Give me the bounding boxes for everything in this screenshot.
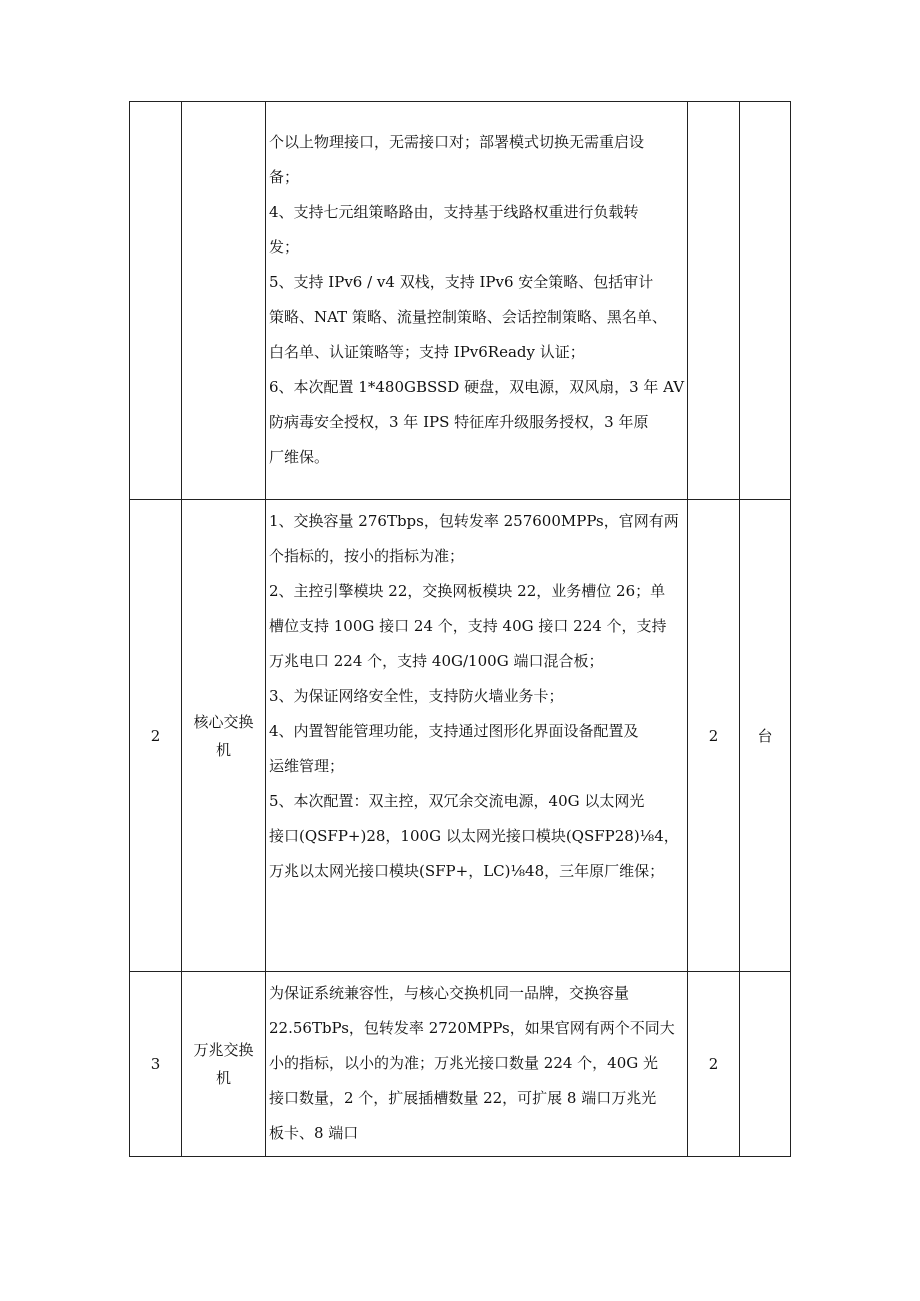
unit-cell bbox=[740, 972, 791, 1157]
unit-cell bbox=[740, 102, 791, 500]
item-name-line: 机 bbox=[215, 740, 231, 759]
name-cell bbox=[182, 500, 266, 972]
spec-line: 个以上物理接口，无需接口对；部署模式切换无需重启设 bbox=[269, 133, 645, 151]
index-text: 3 bbox=[150, 1055, 161, 1073]
spec-line: 防病毒安全授权，3 年 IPS 特征库升级服务授权，3 年原 bbox=[269, 413, 649, 431]
spec-line: 板卡、8 端口 bbox=[269, 1124, 359, 1142]
quantity-cell bbox=[688, 972, 740, 1157]
name-cell bbox=[182, 972, 266, 1157]
spec-line: 6、本次配置 1*480GBSSD 硬盘，双电源，双风扇，3 年 AV bbox=[269, 378, 685, 396]
spec-cell bbox=[266, 972, 688, 1157]
spec-line: 个指标的，按小的指标为准； bbox=[269, 547, 465, 565]
spec-line: 5、支持 IPv6 / v4 双栈，支持 IPv6 安全策略、包括审计 bbox=[269, 273, 654, 291]
spec-line: 4、支持七元组策略路由，支持基于线路权重进行负载转 bbox=[269, 203, 639, 221]
spec-line: 1、交换容量 276Tbps，包转发率 257600MPPs，官网有两 bbox=[269, 512, 679, 530]
spec-line: 槽位支持 100G 接口 24 个，支持 40G 接口 224 个，支持 bbox=[269, 617, 667, 635]
spec-line: 3、为保证网络安全性，支持防火墙业务卡； bbox=[269, 687, 564, 705]
table-row bbox=[130, 102, 791, 500]
spec-line: 接口数量，2 个，扩展插槽数量 22，可扩展 8 端口万兆光 bbox=[269, 1089, 657, 1107]
table-row bbox=[130, 972, 791, 1157]
unit-cell bbox=[740, 500, 791, 972]
spec-line: 2、主控引擎模块 22，交换网板模块 22，业务槽位 26；单 bbox=[269, 582, 666, 600]
name-cell bbox=[182, 102, 266, 500]
item-name-line: 机 bbox=[215, 1069, 231, 1087]
spec-table bbox=[129, 101, 791, 1157]
spec-line: 厂维保。 bbox=[269, 448, 330, 466]
spec-line: 策略、NAT 策略、流量控制策略、会话控制策略、黑名单、 bbox=[269, 308, 667, 326]
index-cell bbox=[130, 500, 182, 972]
table-row bbox=[130, 500, 791, 972]
quantity-text: 2 bbox=[708, 726, 719, 745]
unit-text: 台 bbox=[757, 726, 773, 745]
item-name-line: 核心交换 bbox=[193, 712, 254, 731]
spec-line: 运维管理； bbox=[269, 757, 345, 775]
spec-line: 22.56TbPs，包转发率 2720MPPs，如果官网有两个不同大 bbox=[269, 1019, 675, 1037]
index-text: 2 bbox=[150, 726, 161, 745]
quantity-cell bbox=[688, 500, 740, 972]
spec-cell bbox=[266, 102, 688, 500]
spec-line: 备； bbox=[269, 168, 300, 186]
spec-line: 发； bbox=[269, 238, 300, 256]
quantity-text: 2 bbox=[708, 1055, 719, 1073]
spec-line: 白名单、认证策略等；支持 IPv6Ready 认证； bbox=[269, 343, 585, 361]
spec-line: 万兆电口 224 个，支持 40G/100G 端口混合板； bbox=[269, 652, 604, 670]
index-cell bbox=[130, 102, 182, 500]
quantity-cell bbox=[688, 102, 740, 500]
spec-cell bbox=[266, 500, 688, 972]
item-name-line: 万兆交换 bbox=[193, 1041, 254, 1059]
spec-line: 为保证系统兼容性，与核心交换机同一品牌，交换容量 bbox=[269, 984, 630, 1002]
spec-line: 万兆以太网光接口模块(SFP+，LC)⅛48，三年原厂维保； bbox=[269, 862, 665, 880]
spec-line: 5、本次配置：双主控，双冗余交流电源，40G 以太网光 bbox=[269, 792, 645, 810]
index-cell bbox=[130, 972, 182, 1157]
spec-line: 接口(QSFP+)28，100G 以太网光接口模块(QSFP28)⅛4， bbox=[269, 827, 679, 845]
spec-line: 小的指标，以小的为准；万兆光接口数量 224 个，40G 光 bbox=[269, 1054, 659, 1072]
spec-line: 4、内置智能管理功能，支持通过图形化界面设备配置及 bbox=[269, 722, 639, 740]
